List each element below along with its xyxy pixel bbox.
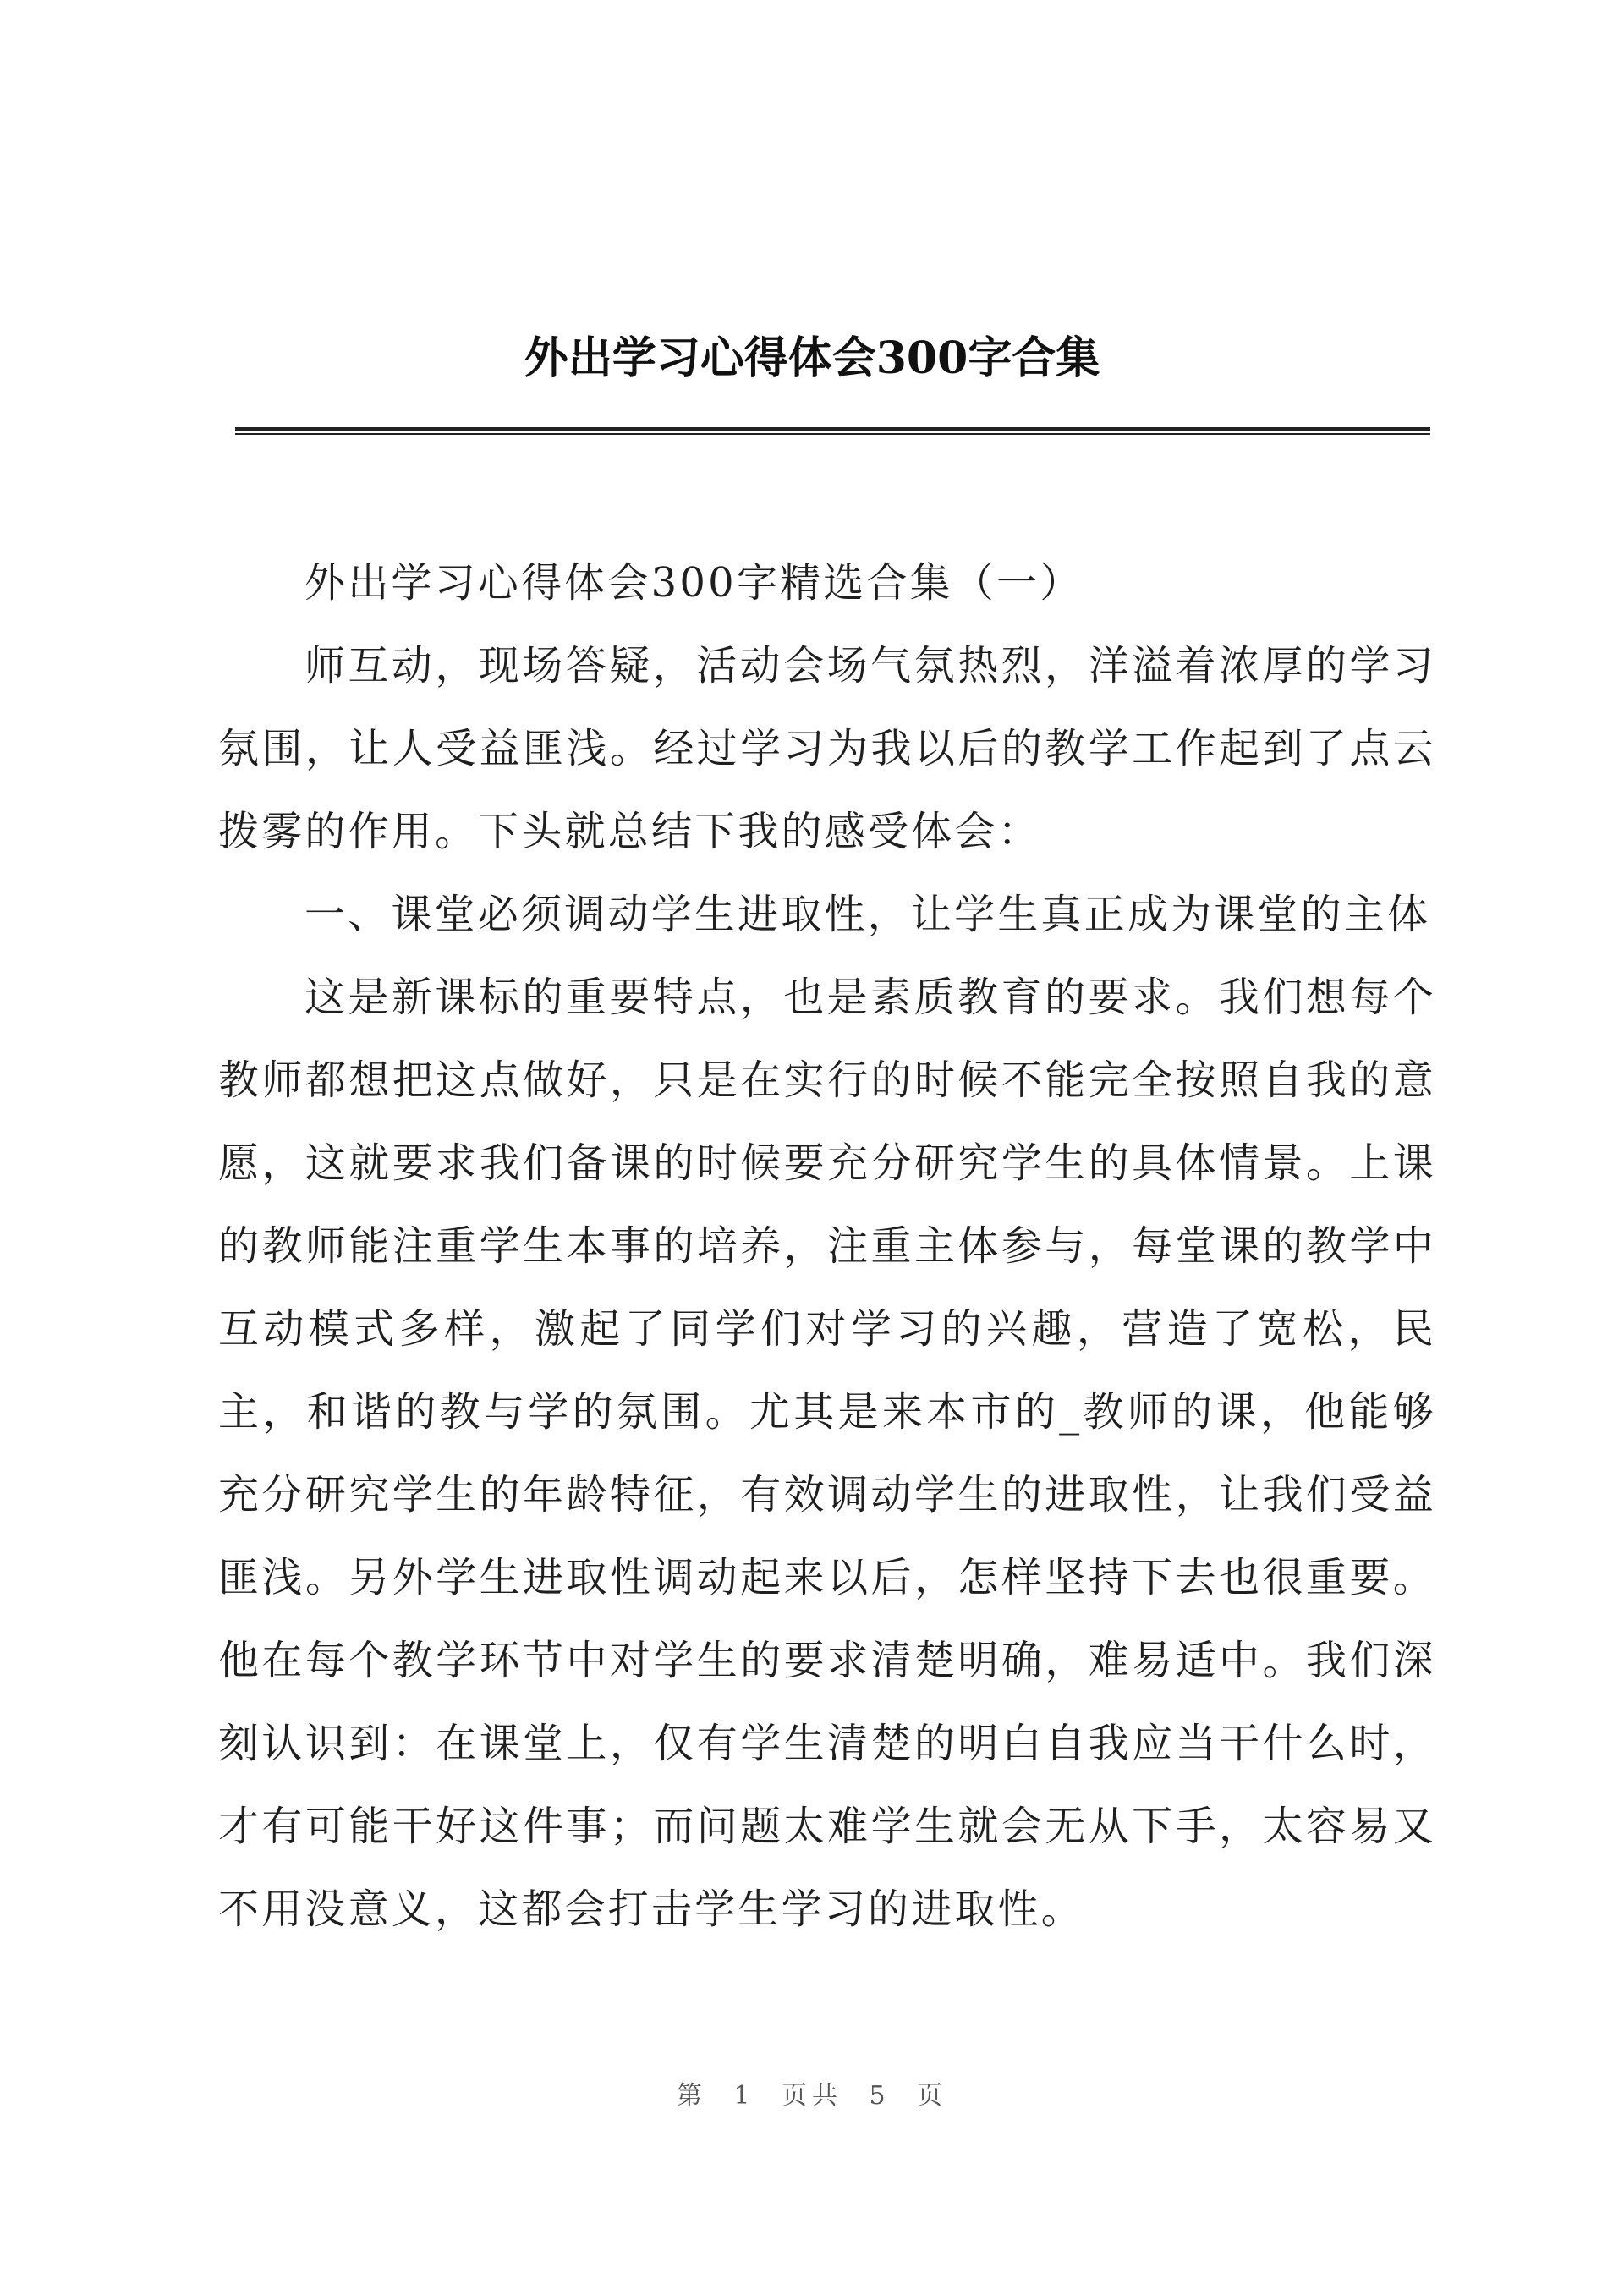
document-title: 外出学习心得体会300字合集 — [524, 332, 1100, 384]
body-paragraph: 师互动，现场答疑，活动会场气氛热烈，洋溢着浓厚的学习氛围，让人受益匪浅。经过学习为我以后的教学工作起到了点云拨雾的作用。下头就总结下我的感受体会： — [218, 642, 1436, 855]
subsection-heading: 一、课堂必须调动学生进取性，让学生真正成为课堂的主体 — [304, 891, 1431, 938]
body-paragraph: 这是新课标的重要特点，也是素质教育的要求。我们想每个教师都想把这点做好，只是在实行的时候不能完全按照自我的意愿，这就要求我们备课的时候要充分研究学生的具体情景。上课的教师能注重学生本事的培养，注重主体参与，每堂课的教学中互动模式多样，激起了同学们对学习的兴趣，营造了宽松，民主，和谐的教与学的氛围。尤其是来本市的_教师的课，他能够充分研究学生的年龄特征，有效调动学生的进取性，让我们受益匪浅。另外学生进取性调动起来以后，怎样坚持下去也很重要。他在每个教学环节中对学生的要求清楚明确，难易适中。我们深刻认识到：在课堂上，仅有学生清楚的明白自我应当干什么时，才有可能干好这件事；而问题太难学生就会无从下手，太容易又不用没意义，这都会打击学生学习的进取性。 — [218, 974, 1436, 1933]
document-body — [218, 541, 1436, 1951]
section-heading: 外出学习心得体会300字精选合集（一） — [304, 559, 1084, 607]
page-number-footer: 第 1 页共 5 页 — [676, 2081, 948, 2111]
title-divider — [235, 427, 1430, 435]
